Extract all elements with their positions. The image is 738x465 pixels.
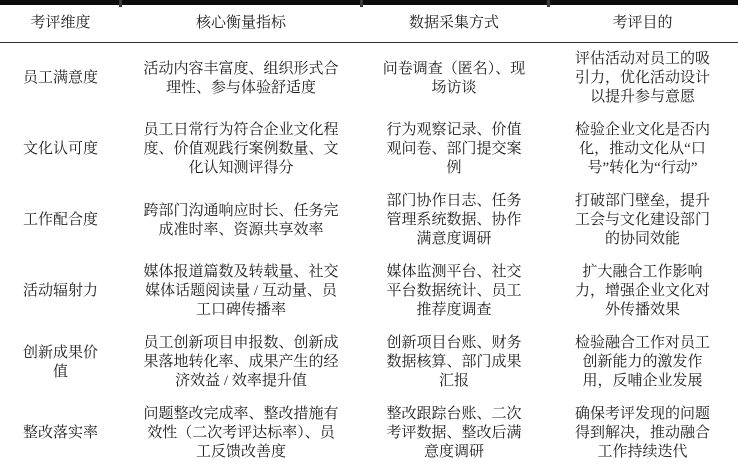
evaluation-table <box>0 5 738 465</box>
cell-dimension: 文化认可度 <box>22 141 98 157</box>
cell-purpose: 扩大融合工作影响力，增强企业文化对外传播效果 <box>574 264 710 318</box>
cell-collection: 整改跟踪台账、二次考评数据、整改后满意度调研 <box>386 406 522 460</box>
table-row <box>0 43 738 115</box>
table-row <box>0 256 738 327</box>
cell-indicators: 媒体报道篇数及转载量、社交媒体话题阅读量 / 互动量、员工口碑传播率 <box>143 264 339 318</box>
cell-collection: 问卷调查（匿名）、现场访谈 <box>382 60 526 96</box>
header-cell-collection: 数据采集方式 <box>361 5 547 43</box>
cell-collection: 创新项目台账、财务数据核算、部门成果汇报 <box>386 335 522 389</box>
table-row <box>0 398 738 465</box>
table-row <box>0 114 738 185</box>
cell-purpose: 打破部门壁垒，提升工会与文化建设部门的协同效能 <box>574 193 710 247</box>
cell-dimension: 整改落实率 <box>22 425 98 441</box>
cell-dimension: 创新成果价值 <box>22 344 98 380</box>
header-cell-dimension: 考评维度 <box>0 5 121 43</box>
cell-dimension: 活动辐射力 <box>22 283 98 299</box>
cell-purpose: 确保考评发现的问题得到解决，推动融合工作持续迭代 <box>574 406 710 460</box>
cell-collection: 媒体监测平台、社交平台数据统计、员工推荐度调查 <box>386 264 522 318</box>
cell-collection: 行为观察记录、价值观问卷、部门提交案例 <box>386 122 522 176</box>
table-row <box>0 327 738 398</box>
cell-purpose: 检验企业文化是否内化，推动文化从“口号”转化为“行动” <box>574 122 710 176</box>
cell-purpose: 评估活动对员工的吸引力，优化活动设计以提升参与意愿 <box>574 51 710 105</box>
cell-indicators: 活动内容丰富度、组织形式合理性、参与体验舒适度 <box>143 60 339 96</box>
cell-dimension: 员工满意度 <box>22 70 98 86</box>
header-cell-indicators: 核心衡量指标 <box>121 5 361 43</box>
header-row <box>0 5 738 43</box>
cell-indicators: 跨部门沟通响应时长、任务完成准时率、资源共享效率 <box>143 202 339 238</box>
cell-collection: 部门协作日志、任务管理系统数据、协作满意度调研 <box>386 193 522 247</box>
header-cell-purpose: 考评目的 <box>547 5 738 43</box>
table-row <box>0 185 738 256</box>
cell-indicators: 员工创新项目申报数、创新成果落地转化率、成果产生的经济效益 / 效率提升值 <box>143 335 339 389</box>
cell-indicators: 员工日常行为符合企业文化程度、价值观践行案例数量、文化认知测评得分 <box>143 122 339 176</box>
cell-purpose: 检验融合工作对员工创新能力的激发作用，反哺企业发展 <box>574 335 710 389</box>
cell-dimension: 工作配合度 <box>22 212 98 228</box>
cell-indicators: 问题整改完成率、整改措施有效性（二次考评达标率）、员工反馈改善度 <box>143 406 339 460</box>
